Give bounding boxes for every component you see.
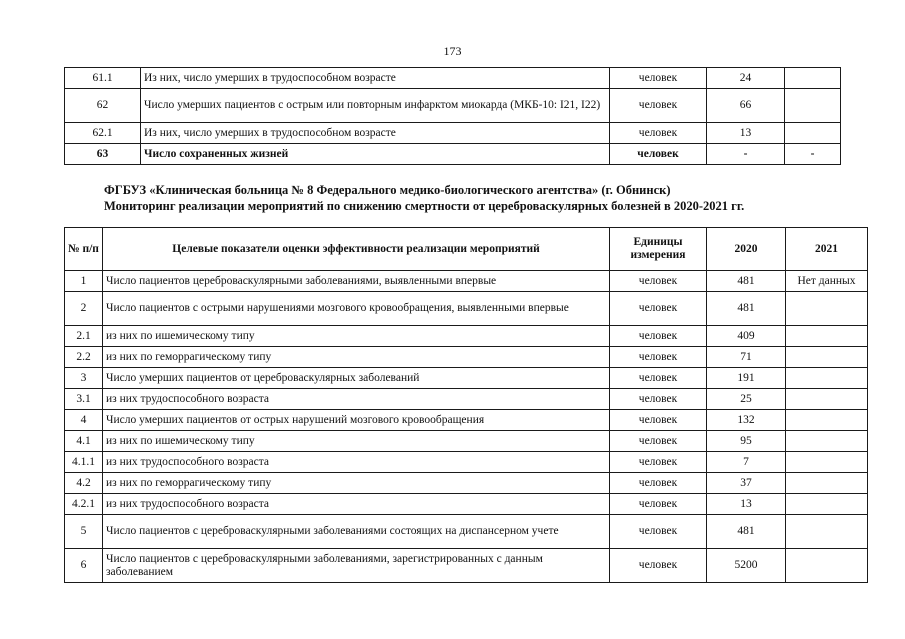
page-number: 173	[443, 44, 462, 58]
row-unit: человек	[610, 549, 707, 583]
row-number: 4.1.1	[65, 452, 103, 473]
row-indicator: Из них, число умерших в трудоспособном возрасте	[141, 68, 610, 89]
row-indicator: из них трудоспособного возраста	[103, 389, 610, 410]
row-indicator: из них по геморрагическому типу	[103, 473, 610, 494]
table-row	[65, 452, 868, 473]
row-indicator: из них трудоспособного возраста	[103, 452, 610, 473]
row-unit: человек	[610, 123, 707, 144]
table-row	[65, 347, 868, 368]
row-number: 1	[65, 271, 103, 292]
row-value-2020: 409	[707, 326, 786, 347]
table-row	[65, 494, 868, 515]
row-number: 5	[65, 515, 103, 549]
row-value-2020: 13	[707, 494, 786, 515]
row-number: 62	[65, 89, 141, 123]
row-number: 4.2	[65, 473, 103, 494]
row-indicator: из них трудоспособного возраста	[103, 494, 610, 515]
row-value-2021	[785, 89, 841, 123]
row-unit: человек	[610, 89, 707, 123]
row-number: 4.1	[65, 431, 103, 452]
table-row	[65, 368, 868, 389]
table-row	[65, 292, 868, 326]
header-indicator: Целевые показатели оценки эффективности реализации мероприятий	[103, 228, 610, 271]
row-indicator: Число пациентов с острыми нарушениями мозгового кровообращения, выявленными впервые	[103, 292, 610, 326]
table-row	[65, 271, 868, 292]
row-unit: человек	[610, 368, 707, 389]
row-number: 2.2	[65, 347, 103, 368]
row-indicator: Число умерших пациентов с острым или повторным инфарктом миокарда (МКБ-10: I21, I22)	[141, 89, 610, 123]
row-unit: человек	[610, 68, 707, 89]
row-value-2020: 191	[707, 368, 786, 389]
section-heading	[104, 182, 864, 214]
row-indicator: Число пациентов цереброваскулярными заболеваниями, выявленными впервые	[103, 271, 610, 292]
row-value-2021	[786, 389, 868, 410]
table-row	[65, 68, 841, 89]
row-unit: человек	[610, 410, 707, 431]
row-unit: человек	[610, 515, 707, 549]
row-value-2020: 481	[707, 515, 786, 549]
row-value-2021	[786, 452, 868, 473]
row-number: 4	[65, 410, 103, 431]
row-number: 63	[65, 144, 141, 165]
row-value-2020: 37	[707, 473, 786, 494]
row-number: 4.2.1	[65, 494, 103, 515]
table-row	[65, 549, 868, 583]
table-row	[65, 515, 868, 549]
row-unit: человек	[610, 292, 707, 326]
row-value-2020: 71	[707, 347, 786, 368]
row-value-2020: 66	[707, 89, 785, 123]
row-unit: человек	[610, 452, 707, 473]
table-row	[65, 389, 868, 410]
row-value-2020: 95	[707, 431, 786, 452]
row-indicator: из них по геморрагическому типу	[103, 347, 610, 368]
row-unit: человек	[610, 494, 707, 515]
row-indicator: Из них, число умерших в трудоспособном возрасте	[141, 123, 610, 144]
row-value-2020: -	[707, 144, 785, 165]
row-value-2021	[786, 549, 868, 583]
row-value-2021: Нет данных	[786, 271, 868, 292]
row-number: 2.1	[65, 326, 103, 347]
row-value-2021	[786, 292, 868, 326]
row-unit: человек	[610, 271, 707, 292]
table-row	[65, 473, 868, 494]
row-unit: человек	[610, 473, 707, 494]
table-row	[65, 326, 868, 347]
row-value-2021: -	[785, 144, 841, 165]
row-value-2021	[786, 431, 868, 452]
row-indicator: Число умерших пациентов от острых нарушений мозгового кровообращения	[103, 410, 610, 431]
row-value-2021	[785, 68, 841, 89]
row-value-2021	[786, 515, 868, 549]
table-row	[65, 410, 868, 431]
row-value-2021	[786, 347, 868, 368]
table-header-row	[65, 228, 868, 271]
header-unit: Единицы измерения	[610, 228, 707, 271]
row-unit: человек	[610, 326, 707, 347]
row-value-2020: 132	[707, 410, 786, 431]
row-value-2021	[786, 410, 868, 431]
monitoring-table	[64, 227, 868, 583]
row-value-2021	[786, 473, 868, 494]
row-indicator: из них по ишемическому типу	[103, 326, 610, 347]
row-indicator: Число пациентов с цереброваскулярными заболеваниями состоящих на диспансерном учете	[103, 515, 610, 549]
header-2020: 2020	[707, 228, 786, 271]
row-number: 6	[65, 549, 103, 583]
row-value-2021	[785, 123, 841, 144]
row-value-2020: 481	[707, 292, 786, 326]
table-row	[65, 123, 841, 144]
row-number: 62.1	[65, 123, 141, 144]
monitoring-table-body	[65, 271, 868, 583]
row-indicator: Число умерших пациентов от цереброваскулярных заболеваний	[103, 368, 610, 389]
row-number: 3	[65, 368, 103, 389]
header-2021: 2021	[786, 228, 868, 271]
section-title-line-2: Мониторинг реализации мероприятий по снижению смертности от цереброваскулярных болезней в 2020-2021 гг.	[104, 199, 745, 213]
row-value-2020: 25	[707, 389, 786, 410]
row-unit: человек	[610, 431, 707, 452]
section-title-line-1: ФГБУЗ «Клиническая больница № 8 Федерального медико-биологического агентства» (г. Обнинск)	[104, 183, 671, 197]
row-indicator: из них по ишемическому типу	[103, 431, 610, 452]
row-value-2020: 5200	[707, 549, 786, 583]
row-value-2020: 13	[707, 123, 785, 144]
table-row	[65, 89, 841, 123]
continued-table	[64, 67, 841, 165]
row-value-2021	[786, 368, 868, 389]
table-row	[65, 431, 868, 452]
row-unit: человек	[610, 389, 707, 410]
row-number: 3.1	[65, 389, 103, 410]
row-indicator: Число сохраненных жизней	[141, 144, 610, 165]
row-value-2020: 7	[707, 452, 786, 473]
continued-table-body	[65, 68, 841, 165]
header-num: № п/п	[65, 228, 103, 271]
row-number: 61.1	[65, 68, 141, 89]
row-unit: человек	[610, 144, 707, 165]
row-indicator: Число пациентов с цереброваскулярными заболеваниями, зарегистрированных с данным заболеванием	[103, 549, 610, 583]
row-value-2021	[786, 326, 868, 347]
row-number: 2	[65, 292, 103, 326]
row-value-2021	[786, 494, 868, 515]
row-value-2020: 24	[707, 68, 785, 89]
table-row	[65, 144, 841, 165]
row-unit: человек	[610, 347, 707, 368]
row-value-2020: 481	[707, 271, 786, 292]
